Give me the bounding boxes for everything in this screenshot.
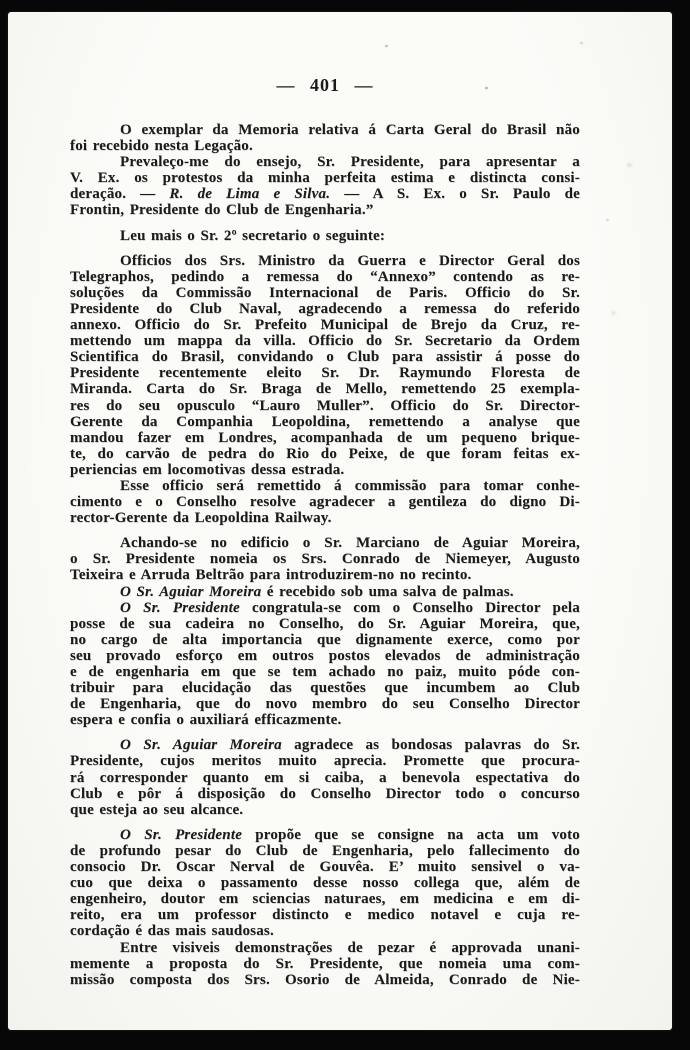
paragraph bbox=[70, 584, 580, 600]
paragraph bbox=[70, 600, 580, 729]
text-line: mandou fazer em Londres, acompanhada de um pequeno brique- bbox=[70, 429, 580, 446]
paragraph bbox=[70, 737, 580, 817]
paragraph bbox=[70, 940, 580, 988]
text-line: engenheiro, doutor em sciencias naturaes, em medicina e em di- bbox=[70, 891, 580, 908]
text-line: cimento e o Conselho resolve agradecer a gentileza do digno Di- bbox=[70, 494, 580, 511]
text-line: cordação é das mais saudosas. bbox=[70, 923, 274, 940]
paragraph bbox=[70, 535, 580, 583]
text-line: Presidente do Club Naval, agradecendo a remessa do referido bbox=[70, 300, 580, 317]
text-line: O exemplar da Memoria relativa á Carta Geral do Brasil não bbox=[120, 122, 580, 138]
text-line: rá corresponder quanto em si caiba, a benevola espectativa do bbox=[70, 769, 580, 786]
text-line: deração. — R. de Lima e Silva. — A S. Ex. o Sr. Paulo de bbox=[70, 186, 581, 203]
text-line: Presidente recentemente eleito Sr. Dr. Raymundo Floresta de bbox=[70, 365, 580, 382]
text-line: de Engenharia, que do novo membro do seu Conselho Director bbox=[70, 696, 580, 713]
paragraph bbox=[70, 122, 580, 154]
text-line: Esse officio será remettido á commissão para tomar conhe- bbox=[120, 477, 580, 494]
paragraph bbox=[70, 478, 580, 526]
text-line: V. Ex. os protestos da minha perfeita estima e distincta consi- bbox=[70, 170, 580, 187]
text-line: que esteja ao seu alcance. bbox=[70, 801, 244, 818]
text-line: Miranda. Carta do Sr. Braga de Mello, remettendo 25 exempla- bbox=[70, 381, 580, 398]
text-line: O Sr. Aguiar Moreira é recebido sob uma salva de palmas. bbox=[120, 583, 514, 600]
text-line: res do seu opusculo “Lauro Muller”. Officio do Sr. Director- bbox=[70, 397, 580, 414]
text-line: soluções da Commissão Internacional de Paris. Officio do Sr. bbox=[70, 284, 580, 301]
text-line: e de engenharia em que se tem achado no paiz, muito póde con- bbox=[70, 664, 580, 680]
text-line: reito, era um professor distincto e medico notavel e cuja re- bbox=[70, 907, 580, 924]
text-line: te, do carvão de pedra do Rio do Peixe, de que foram feitas ex- bbox=[70, 445, 580, 462]
scan-noise bbox=[8, 12, 11, 14]
text-line: espera e confia o auxiliará efficazmente. bbox=[70, 712, 342, 729]
text-line: Telegraphos, pedindo a remessa do “Annexo” contendo as re- bbox=[70, 268, 580, 285]
paragraph bbox=[70, 154, 580, 218]
text-line: Club e pôr á disposição do Conselho Director todo o concurso bbox=[70, 785, 580, 802]
text-line: O Sr. Presidente propõe que se consigne na acta um voto bbox=[120, 826, 580, 843]
text-line: mettendo um mappa da villa. Officio do Sr. Secretario da Ordem bbox=[70, 333, 580, 350]
text-line: missão composta dos Srs. Osorio de Almeida, Conrado de Nie- bbox=[70, 971, 580, 988]
text-line: consocio Dr. Oscar Nerval de Gouvêa. E’ muito sensivel o va- bbox=[70, 859, 580, 876]
text-line: Frontin, Presidente do Club de Engenharia.” bbox=[70, 202, 374, 219]
text-line: foi recebido nesta Legação. bbox=[70, 138, 253, 155]
text-line: Leu mais o Sr. 2º secretario o seguinte: bbox=[120, 227, 386, 244]
text-column bbox=[70, 12, 580, 988]
text-line: Officios dos Srs. Ministro da Guerra e Director Geral dos bbox=[120, 252, 580, 269]
text-line: annexo. Officio do Sr. Prefeito Municipal de Brejo da Cruz, re- bbox=[70, 317, 580, 334]
text-line: cuo que deixa o passamento desse nosso collega que, além de bbox=[70, 875, 580, 892]
text-line: tribuir para elucidação das questões que incumbem ao Club bbox=[70, 680, 580, 697]
text-line: o Sr. Presidente nomeia os Srs. Conrado de Niemeyer, Augusto bbox=[70, 551, 580, 568]
text-line: rector-Gerente da Leopoldina Railway. bbox=[70, 510, 332, 527]
text-line: O Sr. Aguiar Moreira agradece as bondosas palavras do Sr. bbox=[120, 737, 580, 754]
paragraph bbox=[70, 253, 580, 478]
text-line: no cargo de alta importancia que dignamente exerce, como por bbox=[70, 631, 580, 648]
text-line: de profundo pesar do Club de Engenharia, pelo fallecimento do bbox=[70, 842, 580, 859]
paragraph bbox=[70, 228, 580, 244]
document-text bbox=[70, 122, 580, 988]
text-line: posse de sua cadeira no Conselho, do Sr. Aguiar Moreira, que, bbox=[70, 615, 580, 632]
text-line: Achando-se no edificio o Sr. Marciano de Aguiar Moreira, bbox=[120, 535, 580, 552]
text-line: O Sr. Presidente congratula-se com o Conselho Director pela bbox=[120, 599, 581, 616]
text-line: seu provado esforço em outros postos elevados de administração bbox=[70, 647, 580, 664]
paragraph bbox=[70, 827, 580, 940]
text-line: Entre visiveis demonstrações de pezar é approvada unani- bbox=[120, 939, 580, 956]
text-line: Gerente da Companhia Leopoldina, remettendo a analyse que bbox=[70, 413, 580, 430]
text-line: Presidente, cujos meritos muito aprecia. Promette que procura- bbox=[70, 753, 580, 770]
text-line: periencias em locomotivas dessa estrada. bbox=[70, 461, 345, 478]
text-line: Scientifica do Brasil, convidando o Club para assistir á posse do bbox=[70, 349, 580, 366]
scanned-page bbox=[8, 12, 672, 1030]
text-line: memente a proposta do Sr. Presidente, que nomeia uma com- bbox=[70, 955, 580, 972]
text-line: Prevaleço-me do ensejo, Sr. Presidente, para apresentar a bbox=[120, 154, 580, 171]
text-line: Teixeira e Arruda Beltrão para introduzirem-no no recinto. bbox=[70, 567, 472, 584]
page-number: — 401 — bbox=[276, 75, 374, 95]
